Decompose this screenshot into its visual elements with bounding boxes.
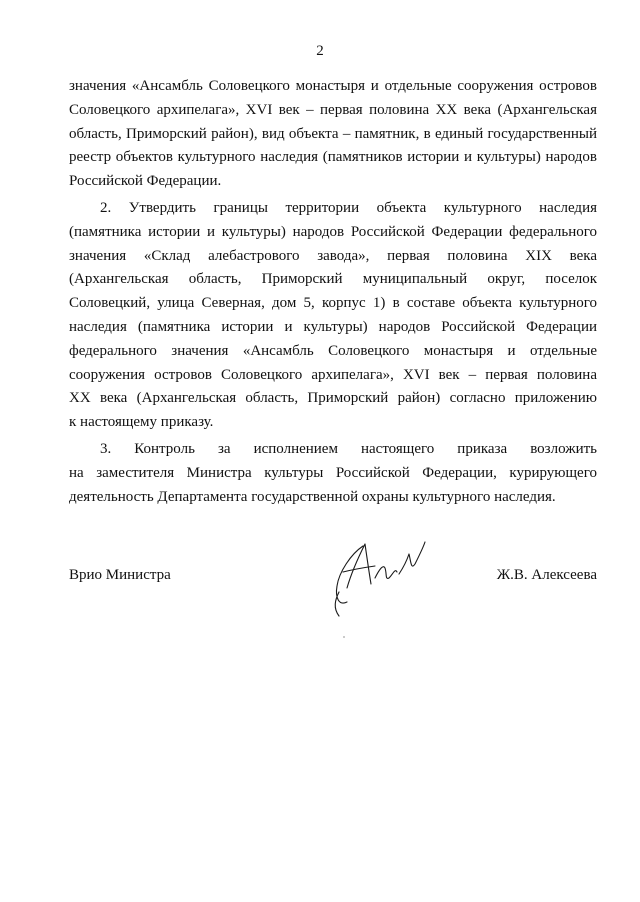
text-line: Соловецкого архипелага», XVI век – первая половина XX века (Архангельская [69,101,597,118]
text-line: деятельность Департамента государственной охраны культурного наследия. [69,488,556,505]
text-line: (памятника истории и культуры) народов Российской Федерации федерального [69,223,597,240]
paragraph-3 [69,438,597,509]
text-line: Соловецкий, улица Северная, дом 5, корпус 1) в составе объекта культурного [69,295,597,312]
page-number: 2 [316,43,324,59]
scan-speck [343,636,345,638]
text-line: (Архангельская область, Приморский муниципальный округ, поселок [69,271,597,288]
text-line: на заместителя Министра культуры Российской Федерации, курирующего [69,464,597,481]
text-line: значения «Ансамбль Соловецкого монастыря и отдельные сооружения островов [69,78,597,94]
text-line: реестр объектов культурного наследия (памятников истории и культуры) народов [69,149,597,166]
text-line: федерального значения «Ансамбль Соловецкого монастыря и отдельные [69,342,597,359]
text-line: к настоящему приказу. [69,414,214,431]
text-line: наследия (памятника истории и культуры) народов Российской Федерации [69,318,597,335]
handwritten-signature [325,528,435,618]
text-line: 3. Контроль за исполнением настоящего приказа возложить [100,441,597,457]
text-line: Российской Федерации. [69,173,222,190]
paragraph-1-continuation [69,75,597,194]
signatory-title: Врио Министра [69,567,171,583]
text-line: XX века (Архангельская область, Приморский район) согласно приложению [69,390,597,407]
text-line: 2. Утвердить границы территории объекта культурного наследия [100,200,597,216]
text-line: область, Приморский район), вид объекта – памятник, в единый государственный [69,125,597,142]
paragraph-2 [69,197,597,435]
text-line: сооружения островов Соловецкого архипелага», XVI век – первая половина [69,366,597,383]
text-line: значения «Склад алебастрового завода», первая половина XIX века [69,247,597,264]
signatory-name: Ж.В. Алексеева [496,567,597,583]
